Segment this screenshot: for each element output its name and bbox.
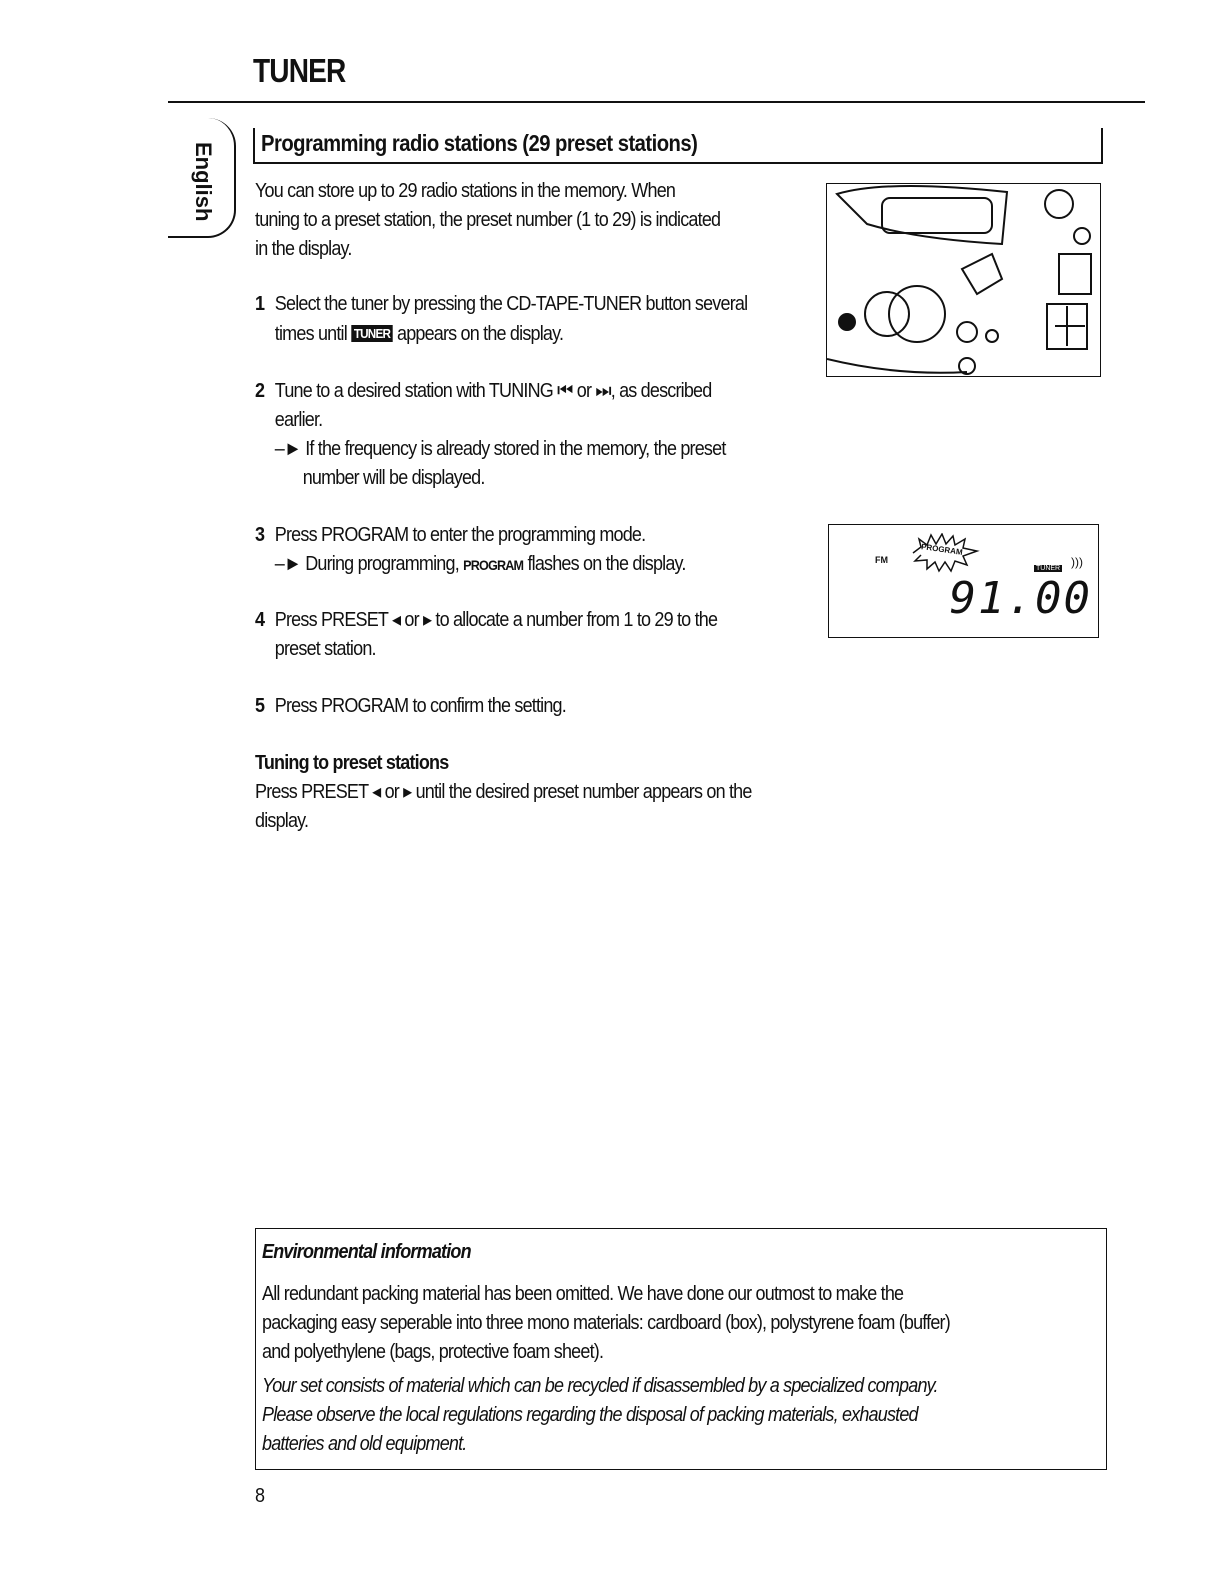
text-line: and polyethylene (bags, protective foam sheet). [262, 1341, 604, 1363]
text-line: preset station. [274, 638, 376, 660]
text-line: flashes on the display. [527, 553, 686, 575]
preset-section [255, 749, 752, 836]
text-line: Please observe the local regulations regarding the disposal of packing materials, exhausted [262, 1404, 918, 1426]
text-line: tuning to a preset station, the preset number (1 to 29) is indicated [255, 209, 721, 231]
tuner-badge: TUNER [351, 325, 393, 342]
text-line: times until [274, 323, 347, 345]
subheading: Tuning to preset stations [255, 752, 449, 774]
text-line: Press PROGRAM to confirm the setting. [274, 695, 566, 717]
header-rule [168, 101, 1145, 103]
step-4 [255, 606, 717, 664]
step-number: 5 [255, 695, 265, 717]
text-line: Select the tuner by pressing the CD-TAPE-TUNER button several [274, 293, 748, 315]
box-heading: Environmental information [262, 1241, 471, 1263]
page-number: 8 [255, 1485, 265, 1507]
text-line: Tune to a desired station with TUNING ⏮ or ⏭, as described [274, 380, 712, 402]
text-line: appears on the display. [396, 323, 564, 345]
text-line: Press PROGRAM to enter the programming mode. [274, 524, 646, 546]
step-number: 1 [255, 293, 265, 315]
step-5 [255, 692, 566, 721]
text-line: During programming, [305, 553, 459, 575]
text-line: in the display. [255, 238, 352, 260]
text-line: All redundant packing material has been omitted. We have done our outmost to make the [262, 1283, 904, 1305]
env-paragraph-2 [262, 1372, 938, 1459]
language-tab [168, 118, 236, 238]
signal-icon: ))) [1071, 555, 1083, 569]
text-line: earlier. [274, 409, 323, 431]
step-3 [255, 521, 686, 580]
step-number: 4 [255, 609, 265, 631]
device-illustration [826, 183, 1101, 377]
text-line: display. [255, 810, 309, 832]
env-paragraph-1 [262, 1280, 950, 1367]
text-line: number will be displayed. [302, 467, 485, 489]
arrow-icon: –► [274, 553, 302, 575]
band-indicator: FM [875, 555, 888, 565]
step-number: 3 [255, 524, 265, 546]
text-line: Press PRESET ◂ or ▸ until the desired preset number appears on the [255, 781, 752, 803]
text-line: If the frequency is already stored in the memory, the preset [305, 438, 726, 460]
tuner-indicator: TUNER [1036, 565, 1061, 572]
intro-paragraph [255, 177, 720, 264]
step-2 [255, 377, 726, 493]
frequency-readout: 91.00 [949, 573, 1092, 624]
environmental-info-box [255, 1228, 1107, 1470]
page-title: TUNER [253, 52, 346, 89]
section-heading [253, 128, 1103, 164]
lcd-display-illustration [828, 524, 1099, 638]
language-tab-label: English [191, 142, 216, 222]
program-indicator: PROGRAM [920, 542, 964, 557]
program-key: PROGRAM [463, 557, 524, 573]
step-1 [255, 290, 747, 349]
text-line: batteries and old equipment. [262, 1433, 467, 1455]
text-line: Your set consists of material which can be recycled if disassembled by a specialized company. [262, 1375, 938, 1397]
text-line: You can store up to 29 radio stations in the memory. When [255, 180, 676, 202]
section-heading-text: Programming radio stations (29 preset stations) [261, 130, 698, 156]
arrow-icon: –► [274, 438, 302, 460]
text-line: Press PRESET ◂ or ▸ to allocate a number from 1 to 29 to the [274, 609, 718, 631]
text-line: packaging easy seperable into three mono materials: cardboard (box), polystyrene foam (buffer) [262, 1312, 950, 1334]
step-number: 2 [255, 380, 265, 402]
